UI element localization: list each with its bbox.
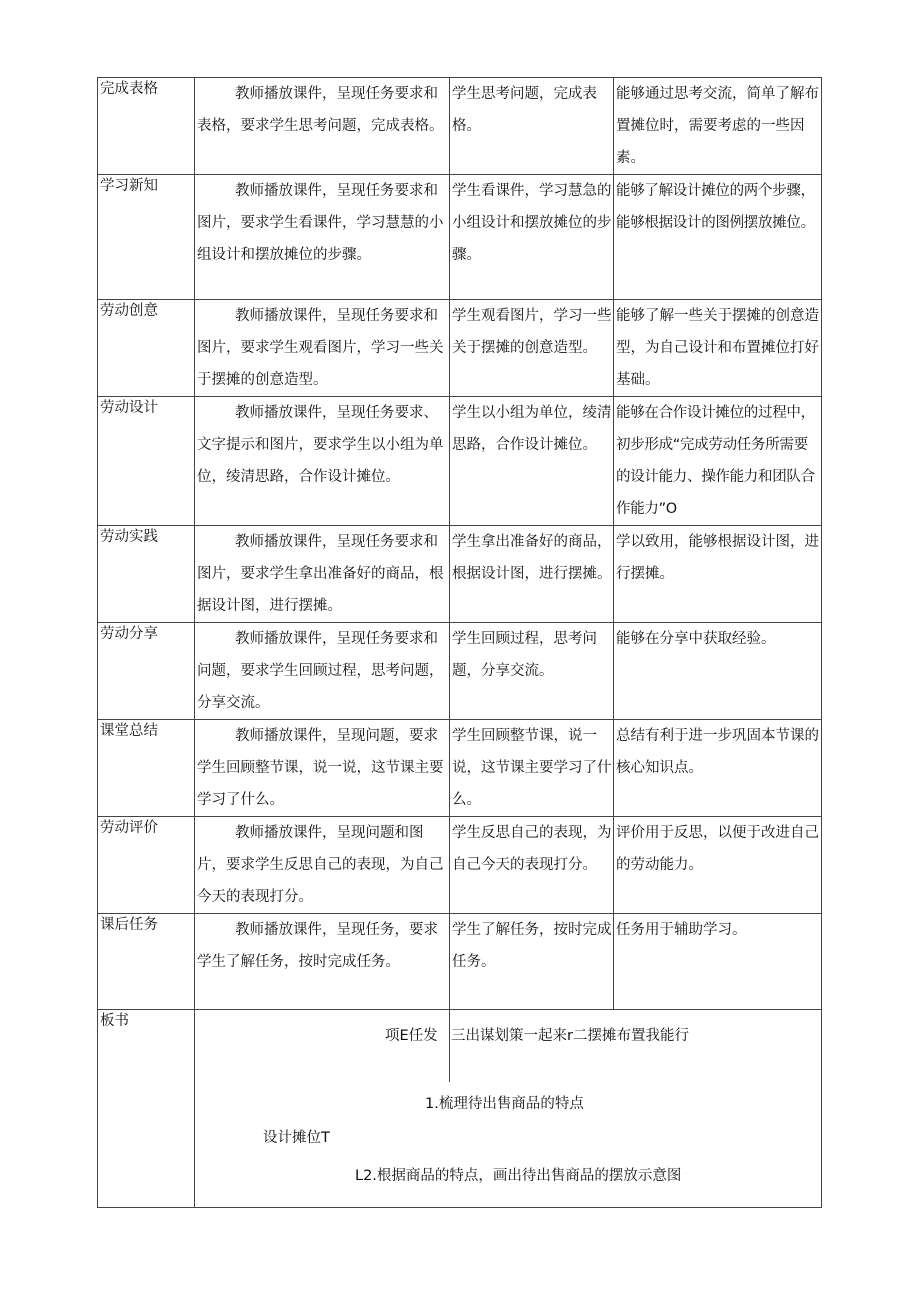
stage-cell: 学习新知 (98, 175, 195, 300)
board-item-2: L2.根据商品的特点，画出待出售商品的摆放示意图 (355, 1168, 682, 1184)
board-divider (449, 1010, 450, 1082)
student-activity-cell: 学生回顾整节课，说一说，这节课主要学习了什么。 (450, 720, 614, 817)
student-activity-cell: 学生看课件，学习慧急的小组设计和摆放摊位的步骤。 (450, 175, 614, 300)
table-row (98, 78, 822, 175)
teacher-activity-cell: 教师播放课件，呈现任务要求和表格，要求学生思考问题，完成表格。 (195, 78, 450, 175)
teacher-activity-cell: 教师播放课件，呈现任务要求和图片，要求学生看课件，学习慧慧的小组设计和摆放摊位的步骤。 (195, 175, 450, 300)
design-intent-cell: 能够在分享中获取经验。 (614, 623, 822, 720)
stage-cell: 课堂总结 (98, 720, 195, 817)
board-row (98, 1010, 822, 1208)
teacher-activity-cell: 教师播放课件，呈现问题和图片，要求学生反思自己的表现，为自己今天的表现打分。 (195, 817, 450, 914)
board-label: 板书 (98, 1010, 195, 1208)
student-activity-cell: 学生观看图片，学习一些关于摆摊的创意造型。 (450, 300, 614, 397)
table-row (98, 720, 822, 817)
table-row (98, 623, 822, 720)
design-intent-cell: 任务用于辅助学习。 (614, 914, 822, 1010)
board-design-label: 设计摊位T (263, 1130, 330, 1146)
stage-cell: 劳动评价 (98, 817, 195, 914)
board-item-1: 1.梳理待出售商品的特点 (425, 1096, 584, 1112)
teacher-activity-cell: 教师播放课件，呈现任务，要求学生了解任务，按时完成任务。 (195, 914, 450, 1010)
stage-cell: 劳动设计 (98, 397, 195, 526)
table-row (98, 526, 822, 623)
student-activity-cell: 学生以小组为单位，绫清思路，合作设计摊位。 (450, 397, 614, 526)
lesson-table (97, 77, 821, 1208)
teacher-activity-cell: 教师播放课件，呈现任务要求和图片，要求学生观看图片，学习一些关于摆摊的创意造型。 (195, 300, 450, 397)
teacher-activity-cell: 教师播放课件，呈现任务要求和问题，要求学生回顾过程，思考问题，分享交流。 (195, 623, 450, 720)
stage-cell: 劳动创意 (98, 300, 195, 397)
board-title-left: 项E任发 (385, 1028, 438, 1044)
stage-cell: 劳动实践 (98, 526, 195, 623)
design-intent-cell: 学以致用，能够根据设计图，进行摆摊。 (614, 526, 822, 623)
student-activity-cell: 学生反思自己的表现，为自己今天的表现打分。 (450, 817, 614, 914)
table-row (98, 914, 822, 1010)
stage-cell: 劳动分享 (98, 623, 195, 720)
student-activity-cell: 学生了解任务，按时完成任务。 (450, 914, 614, 1010)
student-activity-cell: 学生回顾过程，思考问题，分享交流。 (450, 623, 614, 720)
design-intent-cell: 评价用于反思，以便于改进自己的劳动能力。 (614, 817, 822, 914)
board-content (195, 1010, 822, 1208)
table-row (98, 300, 822, 397)
board-title-right: 三出谋划策一起来r二摆摊布置我能行 (451, 1028, 689, 1044)
design-intent-cell: 能够了解设计摊位的两个步骤，能够根据设计的图例摆放摊位。 (614, 175, 822, 300)
design-intent-cell: 能够通过思考交流，简单了解布置摊位时，需要考虑的一些因素。 (614, 78, 822, 175)
design-intent-cell: 能够了解一些关于摆摊的创意造型，为自己设计和布置摊位打好基础。 (614, 300, 822, 397)
table-row (98, 817, 822, 914)
teacher-activity-cell: 教师播放课件，呈现任务要求、文字提示和图片，要求学生以小组为单位，绫清思路，合作设计摊位。 (195, 397, 450, 526)
student-activity-cell: 学生思考问题，完成表格。 (450, 78, 614, 175)
table-row (98, 175, 822, 300)
table-row (98, 397, 822, 526)
stage-cell: 课后任务 (98, 914, 195, 1010)
design-intent-cell: 总结有利于进一步巩固本节课的核心知识点。 (614, 720, 822, 817)
stage-cell: 完成表格 (98, 78, 195, 175)
teacher-activity-cell: 教师播放课件，呈现问题，要求学生回顾整节课，说一说，这节课主要学习了什么。 (195, 720, 450, 817)
teacher-activity-cell: 教师播放课件，呈现任务要求和图片，要求学生拿出准备好的商品，根据设计图，进行摆摊。 (195, 526, 450, 623)
design-intent-cell: 能够在合作设计摊位的过程中，初步形成“完成劳动任务所需要的设计能力、操作能力和团队合作能力”O (614, 397, 822, 526)
student-activity-cell: 学生拿出准备好的商品，根据设计图，进行摆摊。 (450, 526, 614, 623)
